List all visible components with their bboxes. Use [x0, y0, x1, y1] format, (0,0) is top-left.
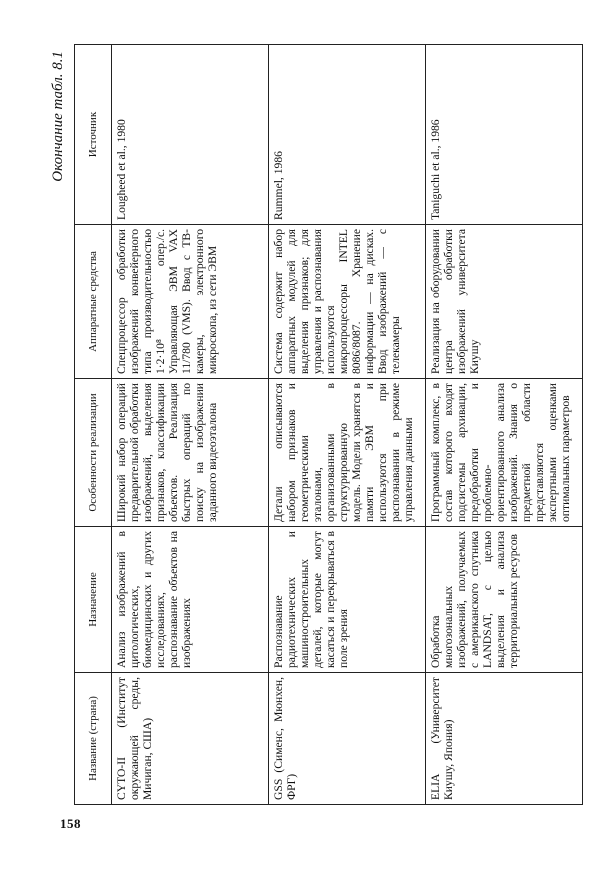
- header-purpose: Назначение: [75, 527, 112, 673]
- cell-hardware: Система содержит набор аппаратных модулей для выделения признаков; для управления и распознавания используются микропроцессоры INTEL 8086/8087. Хранение информации — на дисках. Ввод изображений — с телекамеры: [269, 225, 426, 379]
- cell-hardware: Реализация на оборудовании центра обработки изображений университета Киушу: [426, 225, 583, 379]
- cell-purpose: Распознавание радиотехнических и машиностроительных деталей, которые могут касаться и перекрываться в поле зрения: [269, 527, 426, 673]
- cell-name: ELIA (Университет Киушу, Япония): [426, 673, 583, 805]
- page-number: 158: [60, 816, 81, 831]
- header-name: Название (страна): [75, 673, 112, 805]
- table-row: [269, 45, 426, 805]
- cell-implementation: Программный комплекс, в состав которого входят подсистемы архивации, предобработки и проблемно-ориентированного анализа изображений. Знания о предметной области представляются экспертными оценками оптимальных параметров: [426, 379, 583, 527]
- table-row: [112, 45, 269, 805]
- cell-implementation: Детали описываются набором признаков и геометрическими эталонами, организованными в структурированную модель. Модели хранятся в памяти ЭВМ и используются при распознавании в режиме управления данными: [269, 379, 426, 527]
- header-implementation: Особенности реализации: [75, 379, 112, 527]
- header-source: Источник: [75, 45, 112, 225]
- rotated-page-content: [50, 45, 590, 805]
- cell-name: CYTO-II (Институт окружающей среды, Мичиган, США): [112, 673, 269, 805]
- header-hardware: Аппаратные средства: [75, 225, 112, 379]
- table-header-row: [75, 45, 112, 805]
- table-caption: Окончание табл. 8.1: [50, 51, 66, 182]
- systems-table: [74, 44, 583, 805]
- cell-source: Rummel, 1986: [269, 45, 426, 225]
- cell-purpose: Анализ изображений в цитологических, биомедицинских и других исследованиях, распознавание объектов на изображениях: [112, 527, 269, 673]
- cell-implementation: Широкий набор операций предварительной обработки изображений, выделения признаков, классификации объектов. Реализация быстрых операций по поиску на изображении заданного видеоэталона: [112, 379, 269, 527]
- cell-source: Lougheed et al., 1980: [112, 45, 269, 225]
- table-row: [426, 45, 583, 805]
- cell-hardware: Спецпроцессор обработки изображений конвейерного типа производительностью 1·2·10⁸ опер./с. Управляющая ЭВМ VAX 11/780 (VMS). Ввод с ТВ-камеры, электронного микроскопа, из сети ЭВМ: [112, 225, 269, 379]
- cell-name: GSS (Сименс, Мюнхен, ФРГ): [269, 673, 426, 805]
- cell-source: Taniguchi et al., 1986: [426, 45, 583, 225]
- cell-purpose: Обработка многозональных изображений, получаемых с американского спутника LANDSAT, с целью выделения и анализа территориальных ресурсов: [426, 527, 583, 673]
